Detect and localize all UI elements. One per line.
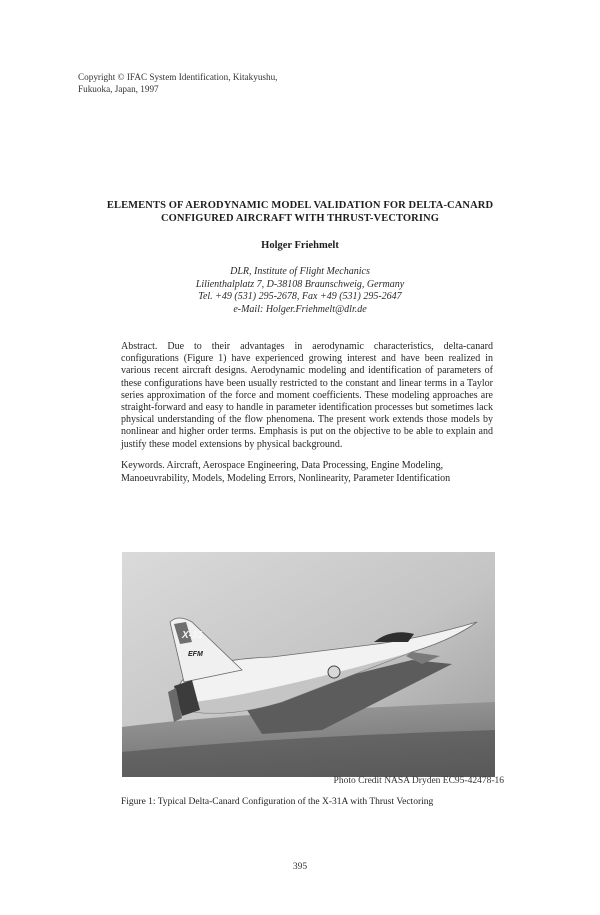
abstract-paragraph: Abstract. Due to their advantages in aerodynamic characteristics, delta-canard configurations (Figure 1) have experienced growing interest and have been realized in various recent aircraft designs. Aerodynamic modeling and identification of parameters of these configurations have been usually restricted to the constant and linear terms in a Taylor series approximation of the force and moment coefficients. These modeling approaches are straight-forward and easy to handle in parameter identification processes but sometimes lack physical understanding of the flow phenomena. The present work extends those models by nonlinear and higher order terms. Emphasis is put on the objective to be able to explain and justify these model extensions by physical background.: [121, 341, 493, 450]
title-line-1: ELEMENTS OF AERODYNAMIC MODEL VALIDATION FOR DELTA-CANARD: [106, 200, 494, 211]
affiliation-email: e-Mail: Holger.Friehmelt@dlr.de: [233, 303, 367, 315]
affiliation-address: Lilienthalplatz 7, D-38108 Braunschweig, Germany: [195, 278, 405, 290]
affiliation-institute: DLR, Institute of Flight Mechanics: [230, 266, 370, 277]
title-line-2: CONFIGURED AIRCRAFT WITH THRUST-VECTORING: [160, 213, 440, 224]
photo-credit: Photo Credit NASA Dryden EC95-42478-16: [333, 776, 504, 786]
keywords-paragraph: [121, 460, 493, 485]
copyright-notice: [78, 71, 338, 95]
paper-title: [90, 199, 510, 225]
tail-marking: X-31: [182, 630, 204, 641]
tail-logo: EFM: [188, 651, 203, 658]
author-name: Holger Friehmelt: [261, 240, 339, 251]
author-affiliation: [0, 266, 600, 316]
copyright-line-1: Copyright © IFAC System Identification, Kitakyushu,: [78, 72, 278, 82]
keywords-line-2: Manoeuvrability, Models, Modeling Errors, Nonlinearity, Parameter Identification: [121, 472, 451, 484]
page-number: 395: [292, 862, 308, 872]
figure-caption: Figure 1: Typical Delta-Canard Configuration of the X-31A with Thrust Vectoring: [121, 797, 434, 807]
keywords-line-1: Keywords. Aircraft, Aerospace Engineering, Data Processing, Engine Modeling,: [121, 460, 444, 471]
affiliation-phone: Tel. +49 (531) 295-2678, Fax +49 (531) 295-2647: [198, 291, 402, 302]
aircraft-photo: [122, 552, 495, 777]
copyright-line-2: Fukuoka, Japan, 1997: [78, 84, 159, 94]
